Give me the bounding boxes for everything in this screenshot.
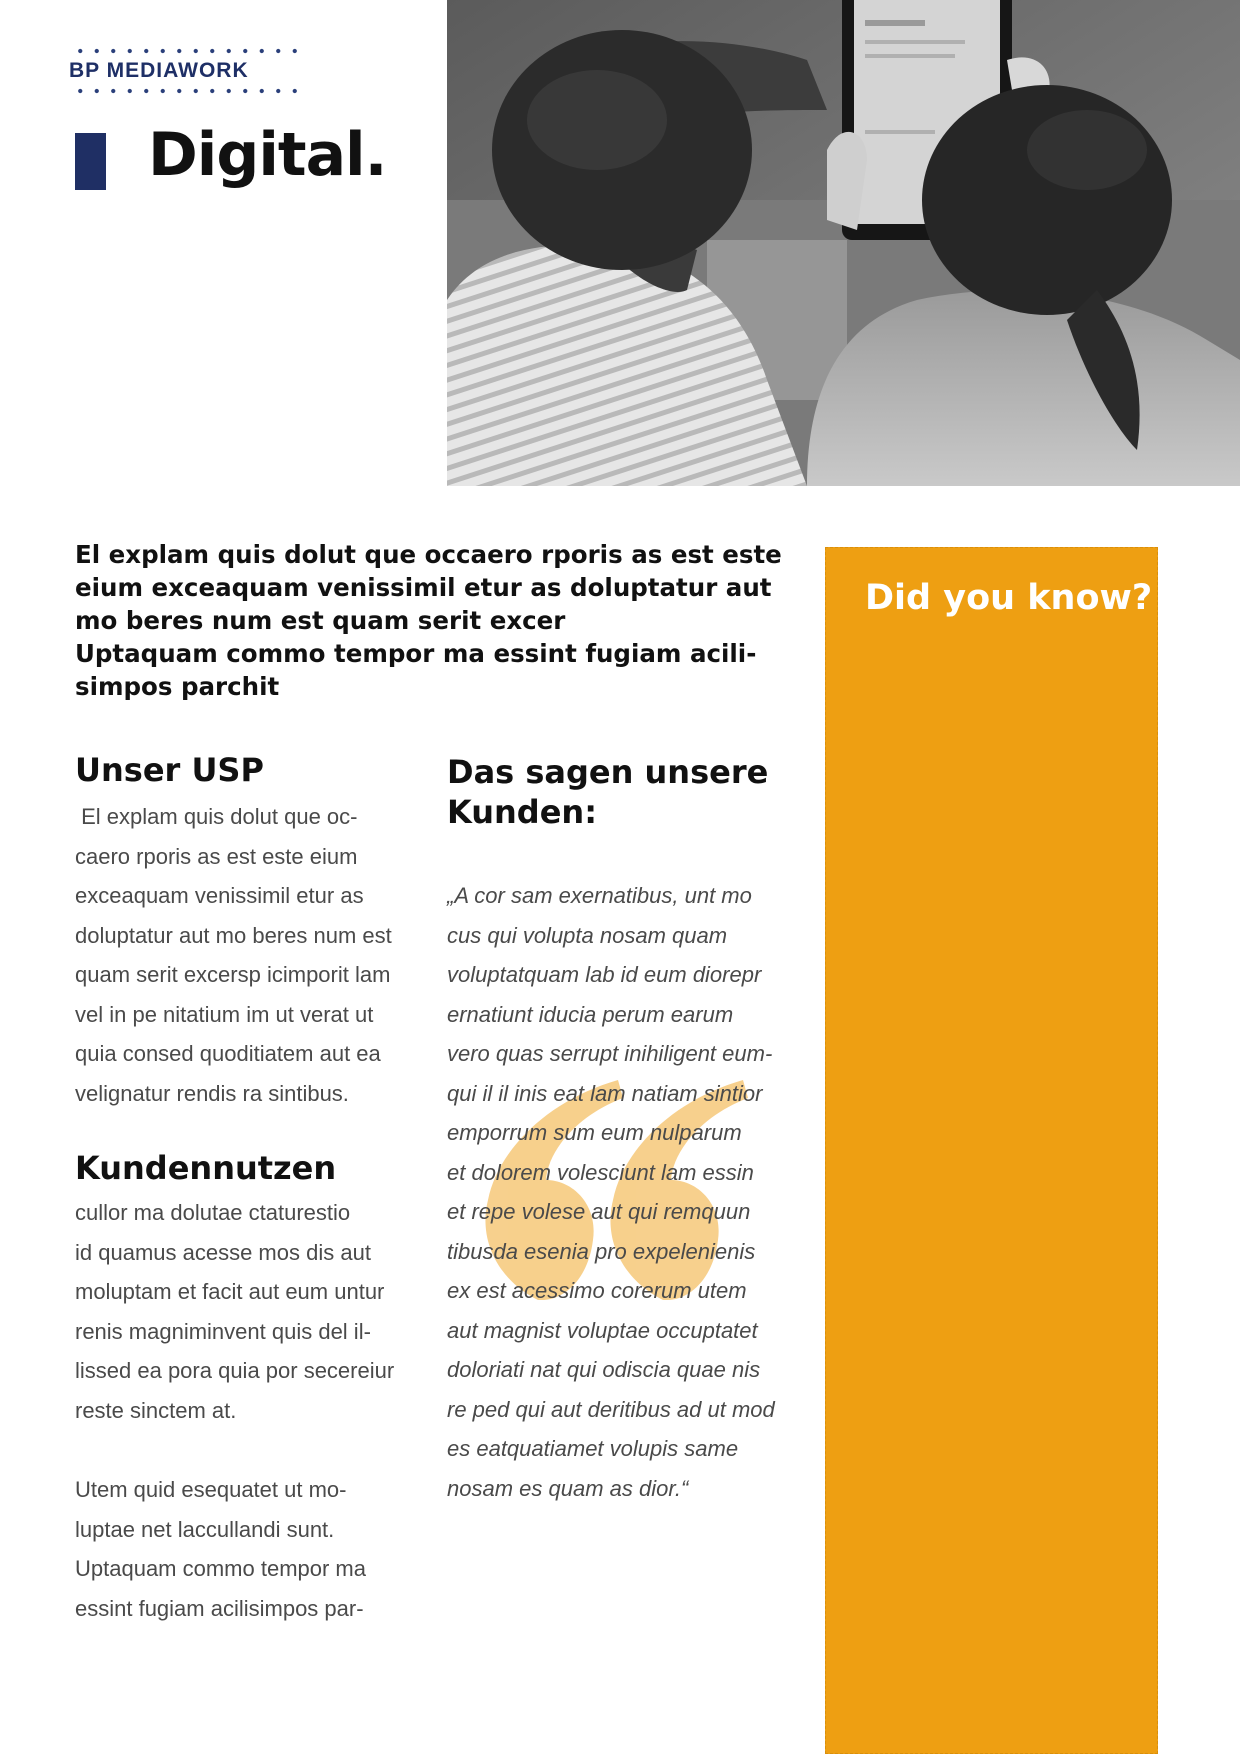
usp-line: quia consed quoditiatem aut ea [75,1041,381,1066]
usp-line: caero rporis as est este eium [75,843,358,869]
hero-photo [447,0,1240,486]
usp-line: velignatur rendis ra sintibus. [75,1080,349,1106]
extra-line: Utem quid esequatet ut mo- [75,1477,347,1502]
benefit-line: moluptam et facit aut eum untur [75,1279,385,1304]
benefit-line: cullor ma dolutae ctaturestio [75,1200,351,1225]
testimonial-heading: Das sagen unsere Kunden: [447,753,769,831]
quote-line: vero quas serrupt inihiligent eum- [447,1041,773,1066]
benefit-paragraph [75,1193,394,1430]
extra-line: essint fugiam acilisimpos par- [75,1595,364,1621]
extra-paragraph [75,1470,366,1628]
quote-line: doloriati nat qui odiscia quae nis [447,1357,761,1382]
usp-paragraph [75,797,392,1113]
extra-line: Uptaquam commo tempor ma [75,1556,366,1581]
benefit-line: reste sinctem at. [75,1397,237,1423]
logo-text: BP MEDIAWORK [69,59,249,82]
quote-line: es eatquatiamet volupis same [447,1436,739,1461]
benefit-line: renis magniminvent quis del il- [75,1318,371,1344]
quote-line: tibusda esenia pro expelenienis [447,1238,756,1264]
quote-line: „A cor sam exernatibus, unt mo [447,883,752,908]
intro-line: El explam quis dolut que occaero rporis as est este [75,540,782,569]
intro-line: Uptaquam commo tempor ma essint fugiam acili- [75,639,757,668]
quote-line: et repe volese aut qui remquun [447,1199,751,1224]
quote-line: nosam es quam as dior.“ [447,1475,689,1501]
benefit-line: lissed ea pora quia por secereiur [75,1358,395,1383]
usp-heading: Unser USP [75,751,264,789]
quote-line: voluptatquam lab id eum diorepr [447,962,762,987]
benefit-heading: Kundennutzen [75,1149,337,1187]
headline-accent-bar [75,133,106,190]
intro-line: simpos parchit [75,672,280,701]
quote-line: re ped qui aut deritibus ad ut mod [447,1396,775,1422]
page-title: Digital. [148,120,387,190]
intro-line: mo beres num est quam serit excer [75,606,566,635]
usp-line: doluptatur aut mo beres num est [75,922,392,948]
usp-line: El explam quis dolut que oc- [75,804,358,829]
quote-line: et dolorem volesciunt lam essin [447,1159,754,1185]
extra-line: luptae net laccullandi sunt. [75,1516,335,1542]
logo-dots-bottom [72,88,304,94]
quote-line: ex est acessimo corerum utem [447,1278,747,1303]
logo-dots-top [72,48,304,54]
quote-line: cus qui volupta nosam quam [447,922,728,948]
usp-line: vel in pe nitatium im ut verat ut [75,1001,374,1027]
did-you-know-box [825,547,1158,1754]
benefit-line: id quamus acesse mos dis aut [75,1239,371,1265]
quote-line: ernatiunt iducia perum earum [447,1001,734,1027]
usp-line: exceaquam venissimil etur as [75,883,364,908]
intro-paragraph [75,538,782,703]
sidebar-title: Did you know? [865,578,1153,618]
usp-line: quam serit excersp icimporit lam [75,962,391,987]
quote-line: qui il il inis eat lam natiam sintior [447,1080,763,1106]
quote-line: aut magnist voluptae occuptatet [447,1317,758,1343]
quote-line: emporrum sum eum nulparum [447,1120,742,1145]
company-logo [68,48,304,98]
photo-two-people-looking-at-tablet [447,0,1240,486]
testimonial-quote [447,876,775,1508]
intro-line: eium exceaquam venissimil etur as doluptatur aut [75,573,772,602]
